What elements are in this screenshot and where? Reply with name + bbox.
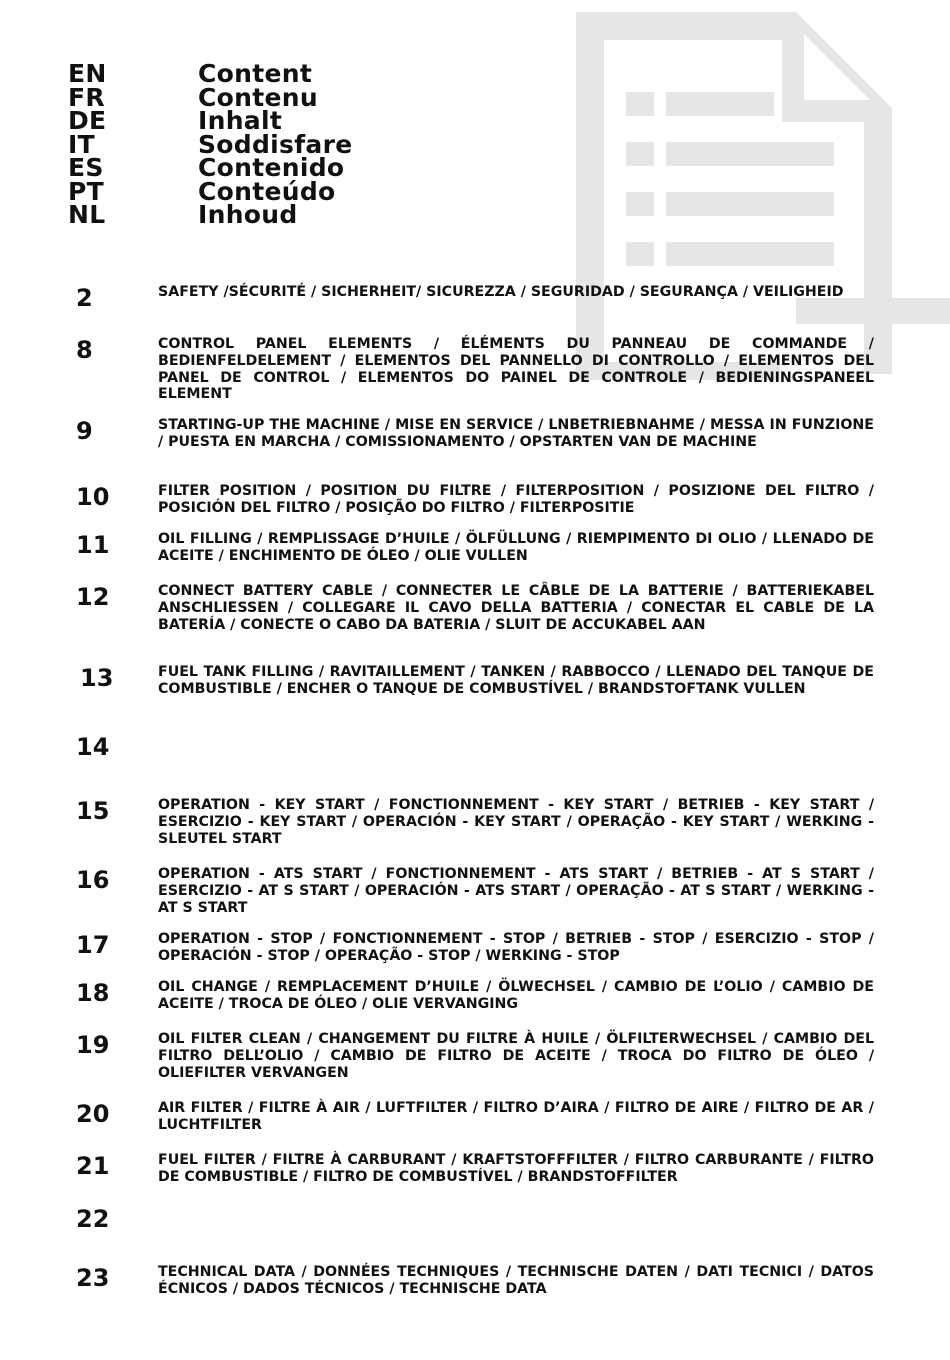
entry-title: STARTING-UP THE MACHINE / MISE EN SERVICE / LNBETRIEBNAHME / MESSA IN FUNZIONE / PUESTA EN MARCHA / COMISSIONAMENTO / OPSTARTEN VAN DE MACHINE [158, 417, 874, 450]
language-code: EN [68, 59, 107, 88]
page-number: 22 [76, 1205, 110, 1233]
entry-title: OPERATION - ATS START / FONCTIONNEMENT - ATS START / BETRIEB - AT S START / ESERCIZIO - AT S START / OPERACIÓN - ATS START / OPERAÇÃO - AT S START / WERKING - AT S START [158, 866, 874, 916]
page-number: 10 [76, 483, 110, 511]
entry-title: TECHNICAL DATA / DONNÉES TECHNIQUES / TECHNISCHE DATEN / DATI TECNICI / DATOS ÉCNICOS / DADOS TÉCNICOS / TECHNISCHE DATA [158, 1264, 874, 1297]
entry-title: CONNECT BATTERY CABLE / CONNECTER LE CÂBLE DE LA BATTERIE / BATTERIEKABEL ANSCHLIESSEN / COLLEGARE IL CAVO DELLA BATTERIA / CONECTAR EL CABLE DE LA BATERÍA / CONECTE O CABO DA BATERIA / SLUIT DE ACCUKABEL AAN [158, 583, 874, 633]
language-code: IT [68, 129, 95, 159]
entry-title: FUEL FILTER / FILTRE À CARBURANT / KRAFTSTOFFFILTER / FILTRO CARBURANTE / FILTRO DE COMBUSTIBLE / FILTRO DE COMBUSTÍVEL / BRANDSTOFFILTER [158, 1152, 874, 1185]
page-number: 15 [76, 797, 110, 825]
language-code: NL [68, 200, 106, 229]
entry-title: OPERATION - KEY START / FONCTIONNEMENT - KEY START / BETRIEB - KEY START / ESERCIZIO - KEY START / OPERACIÓN - KEY START / OPERAÇÃO - KEY START / WERKING - SLEUTEL START [158, 797, 874, 847]
content-heading: Conteúdo [198, 176, 336, 206]
page-number: 21 [76, 1152, 110, 1180]
page-number: 9 [76, 417, 93, 445]
content-heading: Contenu [198, 82, 318, 112]
page-number: 13 [80, 664, 114, 692]
entry-title: SAFETY /SÉCURITÉ / SICHERHEIT/ SICUREZZA / SEGURIDAD / SEGURANÇA / VEILIGHEID [158, 284, 844, 300]
entry-title: OIL FILTER CLEAN / CHANGEMENT DU FILTRE À HUILE / ÖLFILTERWECHSEL / CAMBIO DEL FILTRO DELL’OLIO / CAMBIO DE FILTRO DE ACEITE / TROCA DO FILTRO DE ÓLEO / OLIEFILTER VERVANGEN [158, 1031, 874, 1081]
page-number: 16 [76, 866, 110, 894]
entry-title: AIR FILTER / FILTRE À AIR / LUFTFILTER / FILTRO D’AIRA / FILTRO DE AIRE / FILTRO DE AR / LUCHTFILTER [158, 1100, 874, 1133]
language-code: DE [68, 106, 107, 135]
page-number: 2 [76, 284, 93, 312]
language-code: FR [68, 82, 105, 112]
page-number: 8 [76, 336, 93, 364]
page-number: 14 [76, 733, 110, 761]
page-number: 23 [76, 1264, 110, 1292]
entry-title: OIL FILLING / REMPLISSAGE D’HUILE / ÖLFÜLLUNG / RIEMPIMENTO DI OLIO / LLENADO DE ACEITE / ENCHIMENTO DE ÓLEO / OLIE VULLEN [158, 531, 874, 564]
page-number: 12 [76, 583, 110, 611]
content-heading: Soddisfare [198, 129, 353, 159]
entry-title: CONTROL PANEL ELEMENTS / ÉLÉMENTS DU PANNEAU DE COMMANDE / BEDIENFELDELEMENT / ELEMENTOS DEL PANNELLO DI CONTROLLO / ELEMENTOS DEL PANEL DE CONTROL / ELEMENTOS DO PAINEL DE CONTROLE / BEDIENINGSPANEEL ELEMENT [158, 336, 874, 403]
page-number: 19 [76, 1031, 110, 1059]
entry-title: OPERATION - STOP / FONCTIONNEMENT - STOP / BETRIEB - STOP / ESERCIZIO - STOP / OPERACIÓN - STOP / OPERAÇÃO - STOP / WERKING - STOP [158, 931, 874, 964]
content-heading: Inhoud [198, 200, 298, 229]
page-number: 17 [76, 931, 110, 959]
page-number: 18 [76, 979, 110, 1007]
entry-title: FUEL TANK FILLING / RAVITAILLEMENT / TANKEN / RABBOCCO / LLENADO DEL TANQUE DE COMBUSTIBLE / ENCHER O TANQUE DE COMBUSTÍVEL / BRANDSTOFTANK VULLEN [158, 664, 874, 697]
entry-title: FILTER POSITION / POSITION DU FILTRE / FILTERPOSITION / POSIZIONE DEL FILTRO / POSICIÓN DEL FILTRO / POSIÇÃO DO FILTRO / FILTERPOSITIE [158, 483, 874, 516]
language-code: ES [68, 153, 104, 182]
page-number: 20 [76, 1100, 110, 1128]
page-number: 11 [76, 531, 110, 559]
language-code: PT [68, 176, 104, 206]
content-heading: Content [198, 59, 313, 88]
content-heading: Inhalt [198, 106, 283, 135]
entry-title: OIL CHANGE / REMPLACEMENT D’HUILE / ÖLWECHSEL / CAMBIO DE L’OLIO / CAMBIO DE ACEITE / TROCA DE ÓLEO / OLIE VERVANGING [158, 979, 874, 1012]
content-heading: Contenido [198, 153, 345, 182]
document-list-icon [570, 6, 950, 386]
